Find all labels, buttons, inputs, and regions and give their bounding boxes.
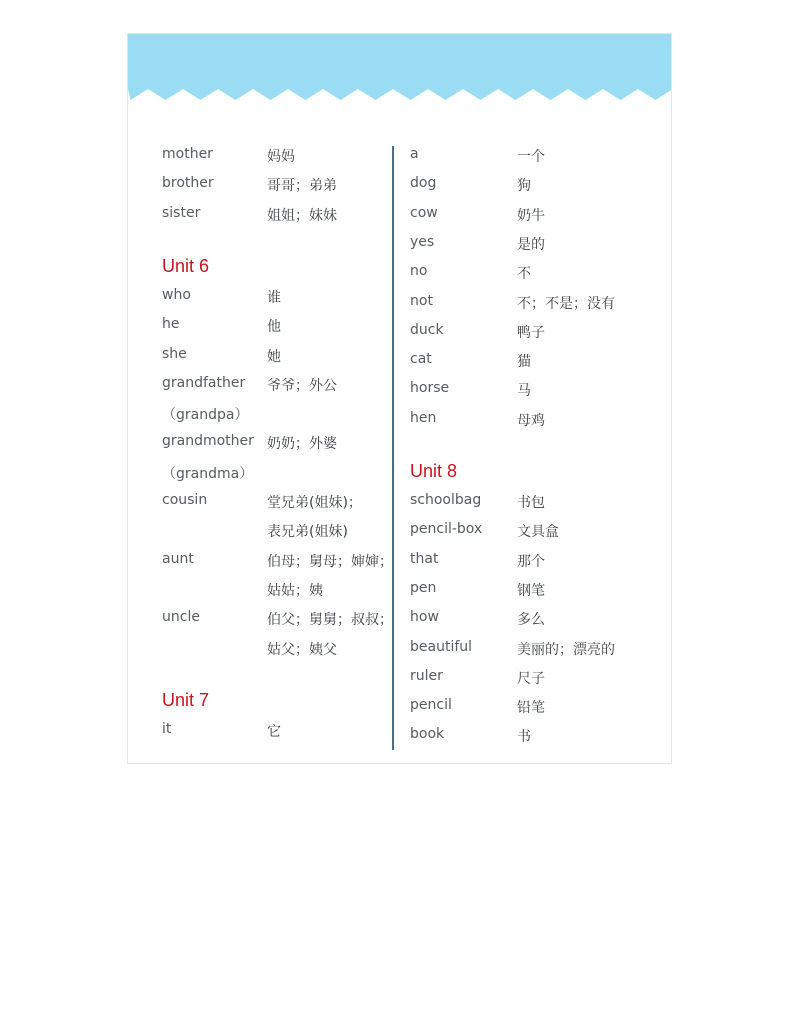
chinese-meaning: 书包 [517,495,545,511]
wave-banner [128,34,672,106]
chinese-meaning: 那个 [517,553,545,570]
unit-heading: Unit 6 [162,255,210,276]
chinese-meaning: 铅笔 [517,700,545,717]
english-word: grandmother [162,433,254,450]
english-word: ruler [410,667,443,684]
chinese-meaning: 尺子 [517,670,545,687]
chinese-meaning: 是的 [517,236,545,253]
english-word: dog [410,175,437,192]
english-word: yes [410,233,435,250]
english-word: how [410,609,439,626]
english-word: beautiful [410,638,473,655]
chinese-meaning: 不 [517,266,531,283]
english-word: she [162,345,187,362]
column-divider [392,146,394,750]
chinese-meaning: 谁 [267,289,281,306]
english-word: pencil [410,697,452,714]
chinese-meaning: 猫 [517,354,531,371]
english-word: cousin [162,492,208,508]
english-word: aunt [162,550,194,567]
chinese-meaning: 美丽的；漂亮的 [517,641,615,658]
chinese-meaning: 一个 [517,149,545,165]
english-word: cat [410,351,432,368]
english-word: he [162,316,180,333]
english-word: duck [410,321,444,338]
english-word: it [162,720,172,737]
wave-banner-shape [128,34,672,100]
english-word: that [410,550,439,567]
english-word: （grandpa） [162,407,249,424]
chinese-meaning: 姑姑；姨 [267,582,323,599]
chinese-meaning: 伯父；舅舅；叔叔； [267,612,393,629]
english-word: sister [162,204,201,221]
chinese-meaning: 他 [267,319,281,336]
chinese-meaning: 哥哥；弟弟 [267,178,337,195]
chinese-meaning: 它 [267,723,281,740]
chinese-meaning: 爷爷；外公 [267,377,337,394]
english-word: a [410,146,419,162]
english-word: pencil-box [410,521,483,538]
english-word: horse [410,380,450,397]
english-word: no [410,263,428,280]
chinese-meaning: 母鸡 [517,412,545,429]
chinese-meaning: 伯母；舅母；婶婶； [267,553,393,570]
chinese-meaning: 她 [267,348,281,365]
english-word: uncle [162,609,200,626]
chinese-meaning: 文具盒 [517,524,559,541]
chinese-meaning: 妈妈 [267,149,295,165]
chinese-meaning: 表兄弟(姐妹) [267,524,348,541]
chinese-meaning: 多么 [517,612,545,629]
chinese-meaning: 姐姐；妹妹 [267,207,337,224]
english-word: mother [162,146,213,162]
unit-heading: Unit 8 [410,461,458,481]
vocabulary-card [127,33,672,764]
english-word: not [410,292,433,309]
english-word: （grandma） [162,465,254,482]
chinese-meaning: 鸭子 [517,324,545,341]
english-word: grandfather [162,374,246,391]
unit-heading: Unit 7 [162,689,210,710]
chinese-meaning: 书 [517,729,531,746]
english-word: schoolbag [410,492,482,508]
chinese-meaning: 姑父；姨父 [267,641,337,658]
english-word: cow [410,204,438,221]
english-word: who [162,286,191,303]
chinese-meaning: 钢笔 [517,582,545,599]
chinese-meaning: 马 [517,383,531,400]
chinese-meaning: 堂兄弟(姐妹)； [267,495,362,511]
chinese-meaning: 狗 [517,178,531,195]
chinese-meaning: 奶牛 [517,207,545,224]
english-word: hen [410,409,437,426]
english-word: pen [410,579,437,596]
chinese-meaning: 奶奶；外婆 [267,436,337,453]
chinese-meaning: 不；不是；没有 [517,295,615,312]
english-word: brother [162,175,214,192]
english-word: book [410,726,445,743]
